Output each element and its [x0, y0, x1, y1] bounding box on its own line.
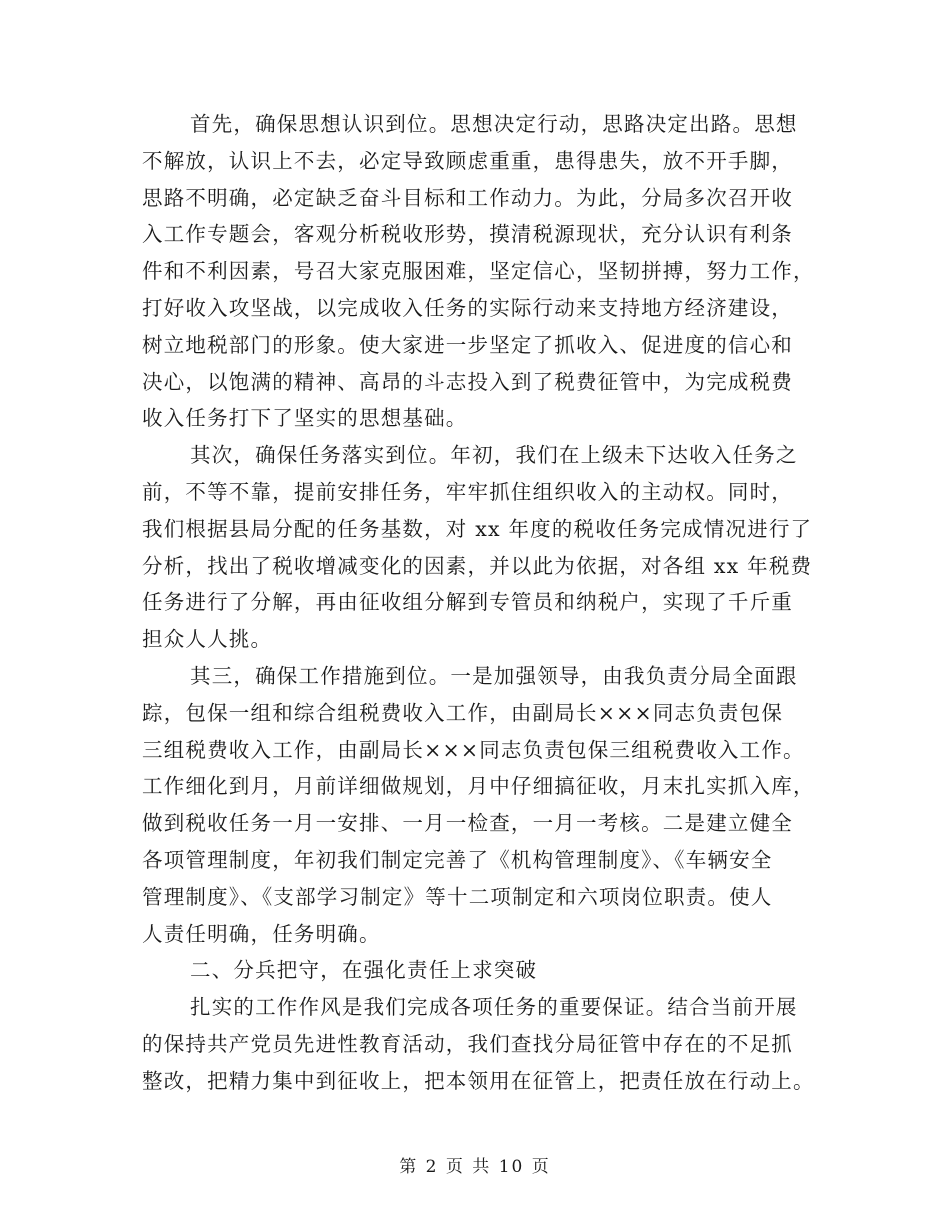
paragraph-line: 前，不等不靠，提前安排任务，牢牢抓住组织收入的主动权。同时， [142, 479, 793, 504]
paragraph-line: 其次，确保任务落实到位。年初，我们在上级未下达收入任务之 [190, 443, 798, 468]
paragraph-line: 三组税费收入工作，由副局长×××同志负责包保三组税费收入工作。 [142, 737, 805, 762]
page-number-footer: 第 2 页 共 10 页 [399, 1157, 551, 1177]
paragraph-line: 树立地税部门的形象。使大家进一步坚定了抓收入、促进度的信心和 [142, 332, 793, 357]
paragraph-line: 收入任务打下了坚实的思想基础。 [142, 406, 468, 431]
paragraph-line: 担众人人挑。 [142, 627, 273, 652]
paragraph-line: 件和不利因素，号召大家克服困难，坚定信心，坚韧拼搏，努力工作， [142, 259, 815, 284]
paragraph-line: 做到税收任务一月一安排、一月一检查，一月一考核。二是建立健全 [142, 811, 793, 836]
paragraph-line: 任务进行了分解，再由征收组分解到专管员和纳税户，实现了千斤重 [142, 590, 793, 615]
paragraph-line: 人责任明确，任务明确。 [142, 921, 381, 946]
paragraph-line: 思路不明确，必定缺乏奋斗目标和工作动力。为此，分局多次召开收 [142, 185, 793, 210]
paragraph-line: 首先，确保思想认识到位。思想决定行动，思路决定出路。思想 [190, 112, 798, 136]
paragraph-line: 我们根据县局分配的任务基数，对 xx 年度的税收任务完成情况进行了 [142, 516, 813, 541]
paragraph-line: 管理制度》、《支部学习制定》等十二项制定和六项岗位职责。使人 [142, 884, 773, 909]
paragraph-line: 扎实的工作作风是我们完成各项任务的重要保证。结合当前开展 [190, 995, 798, 1020]
paragraph-line: 打好收入攻坚战，以完成收入任务的实际行动来支持地方经济建设， [142, 295, 793, 320]
paragraph-line: 的保持共产党员先进性教育活动，我们查找分局征管中存在的不足抓 [142, 1031, 793, 1056]
paragraph-line: 入工作专题会，客观分析税收形势，摸清税源现状，充分认识有利条 [142, 222, 793, 247]
paragraph-line: 不解放，认识上不去，必定导致顾虑重重，患得患失，放不开手脚， [142, 148, 793, 173]
paragraph-line: 踪，包保一组和综合组税费收入工作，由副局长×××同志负责包保 [142, 700, 784, 725]
paragraph-line: 分析，找出了税收增减变化的因素，并以此为依据，对各组 xx 年税费 [142, 553, 813, 578]
paragraph-line: 工作细化到月，月前详细做规划，月中仔细搞征收，月末扎实抓入库， [142, 774, 815, 799]
paragraph-line: 决心，以饱满的精神、高昂的斗志投入到了税费征管中，为完成税费 [142, 369, 793, 394]
section-heading: 二、分兵把守，在强化责任上求突破 [190, 958, 538, 983]
paragraph-line: 各项管理制度，年初我们制定完善了《机构管理制度》、《车辆安全 [142, 847, 773, 872]
paragraph-line: 其三，确保工作措施到位。一是加强领导，由我负责分局全面跟 [190, 663, 798, 688]
paragraph-line: 整改，把精力集中到征收上，把本领用在征管上，把责任放在行动上。 [142, 1068, 815, 1093]
body-text [142, 106, 815, 1100]
